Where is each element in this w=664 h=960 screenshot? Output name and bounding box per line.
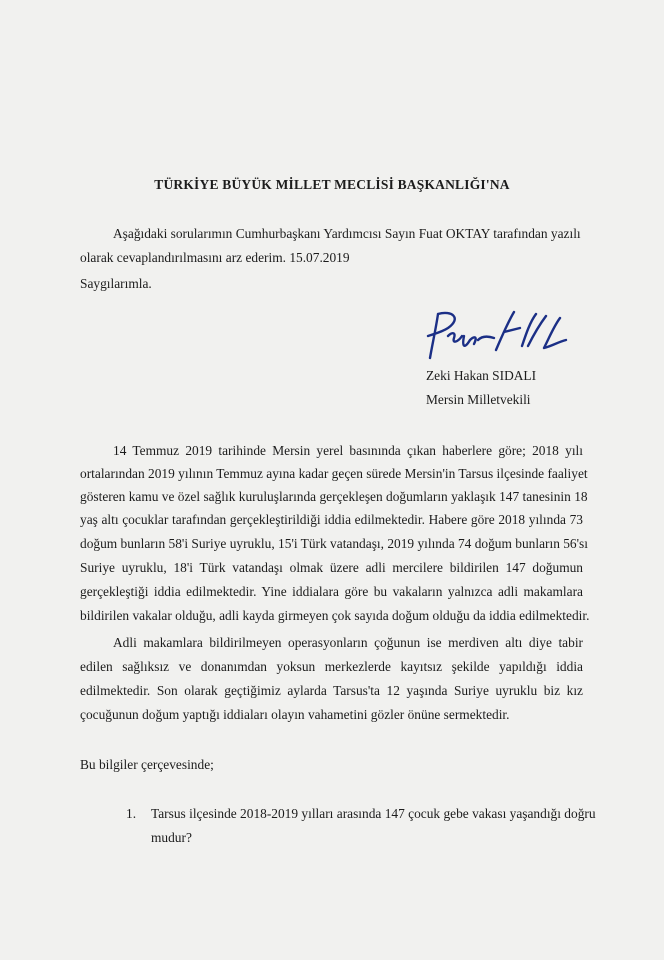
paragraph-1-line: gerçekleştiği iddia edilmektedir. Yine iddialara göre bu vakaların yalnızca adli makamlara [80,584,583,599]
paragraph-2-line: Adli makamlara bildirilmeyen operasyonların çoğunun ise merdiven altı diye tabir [113,635,583,650]
question-line: mudur? [151,830,192,845]
paragraph-1-line: 14 Temmuz 2019 tarihinde Mersin yerel basınında çıkan haberlere göre; 2018 yılı [113,443,583,458]
paragraph-1-line: ortalarından 2019 yılının Temmuz ayına kadar geçen sürede Mersin'in Tarsus ilçesinde faaliyet [80,466,588,481]
paragraph-1-line: Suriye uyruklu, 18'i Türk vatandaşı olmak üzere adli mercilere bildirilen 147 doğumun [80,560,583,575]
signer-name: Zeki Hakan SIDALI [426,368,537,383]
intro-line: Aşağıdaki sorularımın Cumhurbaşkanı Yardımcısı Sayın Fuat OKTAY tarafından yazılı [113,226,581,241]
lead-in: Bu bilgiler çerçevesinde; [80,757,214,772]
signer-role: Mersin Milletvekili [426,392,531,407]
paragraph-2-line: çocuğunun doğum yaptığı iddiaları olayın vahametini gözler önüne sermektedir. [80,707,510,722]
question-number: 1. [126,806,137,821]
paragraph-1-line: bildirilen vakalar olduğu, adli kayda girmeyen çok sayıda doğum olduğu da iddia edilmektedir. [80,608,590,623]
paragraph-1-line: yaş altı çocuklar tarafından gerçekleştirildiği iddia edilmektedir. Habere göre 2018 yılında 73 [80,512,583,527]
question-line: Tarsus ilçesinde 2018-2019 yılları arasında 147 çocuk gebe vakası yaşandığı doğru [151,806,596,821]
paragraph-1-line: doğum bunların 58'i Suriye uyruklu, 15'i Türk vatandaşı, 2019 yılında 74 doğum bunların 56'sı [80,536,588,551]
closing-greeting: Saygılarımla. [80,276,152,291]
document-title: TÜRKİYE BÜYÜK MİLLET MECLİSİ BAŞKANLIĞI'NA [154,177,510,192]
paragraph-2-line: edilmektedir. Son olarak geçtiğimiz aylarda Tarsus'ta 12 yaşında Suriye uyruklu biz kız [80,683,583,698]
paragraph-1-line: gösteren kamu ve özel sağlık kuruluşlarında gerçekleşen doğumların yaklaşık 147 tanesinin 18 [80,489,588,504]
handwritten-signature [418,306,578,366]
intro-line: olarak cevaplandırılmasını arz ederim. 15.07.2019 [80,250,350,265]
paragraph-2-line: edilen sağlıksız ve donanımdan yoksun merkezlerde kayıtsız şekilde yapıldığı iddia [80,659,583,674]
